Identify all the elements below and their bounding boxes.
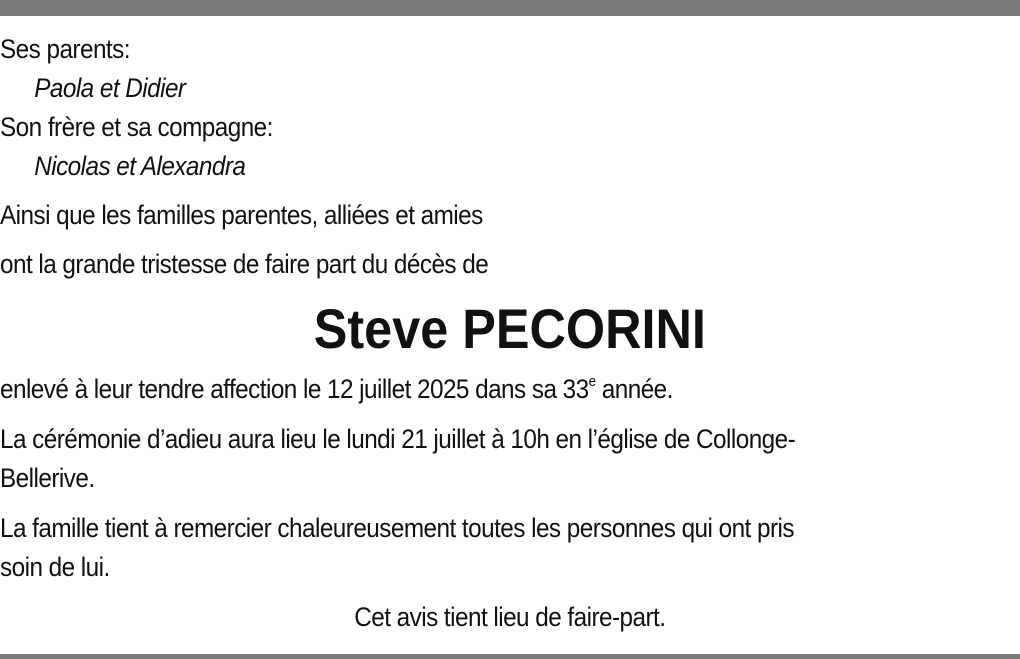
brother-label: Son frère et sa compagne: (0, 112, 273, 142)
thanks-line-1: La famille tient à remercier chaleureusement toutes les personnes qui ont pris (0, 513, 794, 543)
ceremony-line-2: Bellerive. (0, 463, 95, 493)
obituary-notice (0, 30, 1020, 637)
ceremony-line-1: La cérémonie d’adieu aura lieu le lundi 21 juillet à 10h en l’église de Collonge- (0, 424, 796, 454)
brother-names: Nicolas et Alexandra (34, 151, 246, 181)
thanks-line-2: soin de lui. (0, 552, 110, 582)
death-line-end: année. (595, 374, 673, 404)
death-line-text: enlevé à leur tendre affection le 12 juillet 2025 dans sa 33 (0, 374, 589, 404)
announcement-line: ont la grande tristesse de faire part du décès de (0, 249, 489, 279)
parents-names: Paola et Didier (34, 73, 186, 103)
death-line (0, 370, 1020, 409)
families-line: Ainsi que les familles parentes, alliées et amies (0, 200, 483, 230)
top-divider (0, 0, 1020, 16)
closing-line: Cet avis tient lieu de faire-part. (354, 602, 666, 632)
parents-label: Ses parents: (0, 34, 130, 64)
deceased-name: Steve PECORINI (313, 297, 706, 360)
bottom-divider (0, 654, 1020, 659)
ordinal-suffix: e (588, 373, 596, 390)
